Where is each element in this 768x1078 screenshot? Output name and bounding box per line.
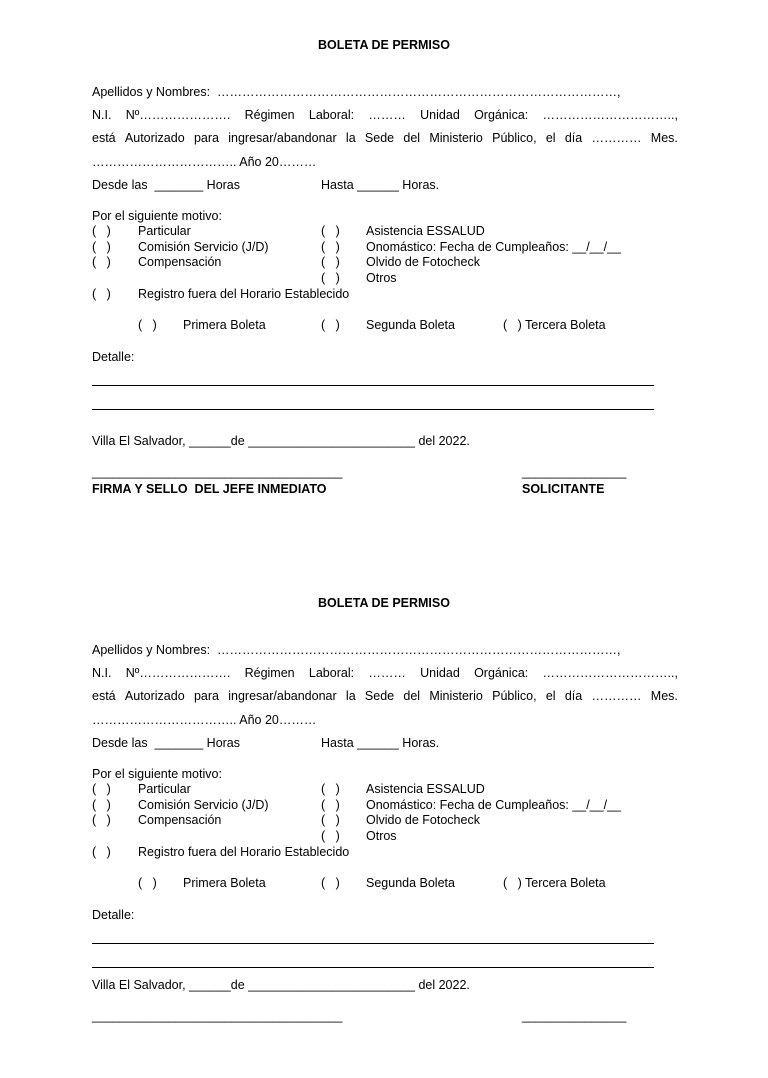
permit-form-2: [0, 558, 768, 1078]
option-label: Registro fuera del Horario Establecido: [138, 287, 350, 301]
autorizado-word: el: [545, 131, 556, 145]
option-label: Onomástico: Fecha de Cumpleaños: __/__/__: [366, 798, 622, 812]
motivo-label: Por el siguiente motivo:: [92, 209, 222, 223]
autorizado-word: para: [193, 131, 219, 145]
checkbox-comision[interactable]: ( ): [92, 240, 111, 254]
option-label: Asistencia ESSALUD: [366, 224, 485, 238]
autorizado-word: Autorizado: [124, 689, 185, 703]
signature-line-solicitante[interactable]: _______________: [522, 1009, 627, 1023]
form-title: BOLETA DE PERMISO: [318, 38, 450, 52]
autorizado-line: [92, 131, 678, 146]
checkbox-otros[interactable]: ( ): [321, 829, 340, 843]
checkbox-comision[interactable]: ( ): [92, 798, 111, 812]
autorizado-word[interactable]: …………: [591, 689, 642, 703]
autorizado-word: Ministerio: [429, 131, 483, 145]
ni-word: Unidad: [420, 108, 460, 122]
ni-word: Orgánica:: [474, 108, 529, 122]
option-label: Particular: [138, 782, 191, 796]
autorizado-word: está: [92, 689, 116, 703]
detalle-line[interactable]: [92, 943, 654, 944]
option-label: Otros: [366, 829, 397, 843]
anio-field[interactable]: …………………………….. Año 20………: [92, 713, 317, 727]
option-label: Primera Boleta: [183, 876, 266, 890]
option-label: Compensación: [138, 813, 222, 827]
signature-line-jefe[interactable]: ____________________________________: [92, 465, 343, 479]
autorizado-word: día: [564, 689, 583, 703]
checkbox-fotocheck[interactable]: ( ): [321, 813, 340, 827]
ni-word[interactable]: ………: [368, 108, 406, 122]
ni-word[interactable]: …………………………..,: [542, 666, 678, 680]
ni-word: N.I.: [92, 108, 112, 122]
ni-word: Régimen: [244, 666, 295, 680]
option-label: Onomástico: Fecha de Cumpleaños: __/__/__: [366, 240, 622, 254]
autorizado-word: el: [545, 689, 556, 703]
option-label: Olvido de Fotocheck: [366, 255, 480, 269]
option-label: Segunda Boleta: [366, 318, 455, 332]
autorizado-word: la: [345, 689, 356, 703]
ni-word: Laboral:: [308, 666, 355, 680]
checkbox-onomastico[interactable]: ( ): [321, 240, 340, 254]
permit-form-1: [0, 0, 768, 520]
option-label: Registro fuera del Horario Establecido: [138, 845, 350, 859]
option-label: Comisión Servicio (J/D): [138, 798, 269, 812]
checkbox-essalud[interactable]: ( ): [321, 782, 340, 796]
ni-word[interactable]: …………………………..,: [542, 108, 678, 122]
anio-field[interactable]: …………………………….. Año 20………: [92, 155, 317, 169]
desde-field[interactable]: Desde las _______ Horas: [92, 736, 241, 750]
checkbox-tercera[interactable]: ( ) Tercera Boleta: [503, 876, 606, 890]
ni-word: N.I.: [92, 666, 112, 680]
autorizado-word: ingresar/abandonar: [228, 689, 337, 703]
autorizado-word: día: [564, 131, 583, 145]
option-label: Particular: [138, 224, 191, 238]
autorizado-word: Público,: [492, 131, 537, 145]
autorizado-word: Ministerio: [429, 689, 483, 703]
autorizado-line: [92, 689, 678, 704]
checkbox-compensacion[interactable]: ( ): [92, 255, 111, 269]
autorizado-word: Mes.: [650, 689, 678, 703]
autorizado-word: está: [92, 131, 116, 145]
checkbox-primera[interactable]: ( ): [138, 318, 157, 332]
villa-line[interactable]: Villa El Salvador, ______de ________________________ del 2022.: [92, 978, 470, 992]
checkbox-tercera[interactable]: ( ) Tercera Boleta: [503, 318, 606, 332]
option-label: Otros: [366, 271, 397, 285]
autorizado-word: Mes.: [650, 131, 678, 145]
autorizado-word: para: [193, 689, 219, 703]
autorizado-word: del: [403, 131, 421, 145]
option-label: Segunda Boleta: [366, 876, 455, 890]
checkbox-fotocheck[interactable]: ( ): [321, 255, 340, 269]
apellidos-field[interactable]: Apellidos y Nombres: ……………………………………………………………………………………,: [92, 85, 621, 99]
apellidos-field[interactable]: Apellidos y Nombres: ……………………………………………………………………………………,: [92, 643, 621, 657]
checkbox-segunda[interactable]: ( ): [321, 318, 340, 332]
autorizado-word: Público,: [492, 689, 537, 703]
ni-line: [92, 108, 678, 123]
autorizado-word[interactable]: …………: [591, 131, 642, 145]
desde-field[interactable]: Desde las _______ Horas: [92, 178, 241, 192]
autorizado-word: Sede: [364, 131, 395, 145]
checkbox-registro[interactable]: ( ): [92, 287, 111, 301]
checkbox-segunda[interactable]: ( ): [321, 876, 340, 890]
autorizado-word: del: [403, 689, 421, 703]
form-title: BOLETA DE PERMISO: [318, 596, 450, 610]
hasta-field[interactable]: Hasta ______ Horas.: [321, 178, 440, 192]
checkbox-particular[interactable]: ( ): [92, 224, 111, 238]
checkbox-compensacion[interactable]: ( ): [92, 813, 111, 827]
autorizado-word: ingresar/abandonar: [228, 131, 337, 145]
ni-word: Orgánica:: [474, 666, 529, 680]
option-label: Primera Boleta: [183, 318, 266, 332]
ni-word[interactable]: Nº………………….: [125, 108, 231, 122]
detalle-line[interactable]: [92, 409, 654, 410]
checkbox-primera[interactable]: ( ): [138, 876, 157, 890]
checkbox-registro[interactable]: ( ): [92, 845, 111, 859]
motivo-label: Por el siguiente motivo:: [92, 767, 222, 781]
ni-line: [92, 666, 678, 681]
autorizado-word: Sede: [364, 689, 395, 703]
option-label: Asistencia ESSALUD: [366, 782, 485, 796]
solicitante-label: SOLICITANTE: [522, 482, 605, 496]
autorizado-word: la: [345, 131, 356, 145]
detalle-line[interactable]: [92, 385, 654, 386]
ni-word: Régimen: [244, 108, 295, 122]
detalle-label: Detalle:: [92, 350, 135, 364]
hasta-field[interactable]: Hasta ______ Horas.: [321, 736, 440, 750]
ni-word[interactable]: ………: [368, 666, 406, 680]
checkbox-otros[interactable]: ( ): [321, 271, 340, 285]
ni-word[interactable]: Nº………………….: [125, 666, 231, 680]
ni-word: Unidad: [420, 666, 460, 680]
firma-jefe-label: FIRMA Y SELLO DEL JEFE INMEDIATO: [92, 482, 327, 496]
signature-line-jefe[interactable]: ____________________________________: [92, 1009, 343, 1023]
detalle-label: Detalle:: [92, 908, 135, 922]
checkbox-onomastico[interactable]: ( ): [321, 798, 340, 812]
detalle-line[interactable]: [92, 967, 654, 968]
villa-line[interactable]: Villa El Salvador, ______de ________________________ del 2022.: [92, 434, 470, 448]
option-label: Compensación: [138, 255, 222, 269]
ni-word: Laboral:: [308, 108, 355, 122]
option-label: Olvido de Fotocheck: [366, 813, 480, 827]
checkbox-particular[interactable]: ( ): [92, 782, 111, 796]
checkbox-essalud[interactable]: ( ): [321, 224, 340, 238]
signature-line-solicitante[interactable]: _______________: [522, 465, 627, 479]
autorizado-word: Autorizado: [124, 131, 185, 145]
option-label: Comisión Servicio (J/D): [138, 240, 269, 254]
